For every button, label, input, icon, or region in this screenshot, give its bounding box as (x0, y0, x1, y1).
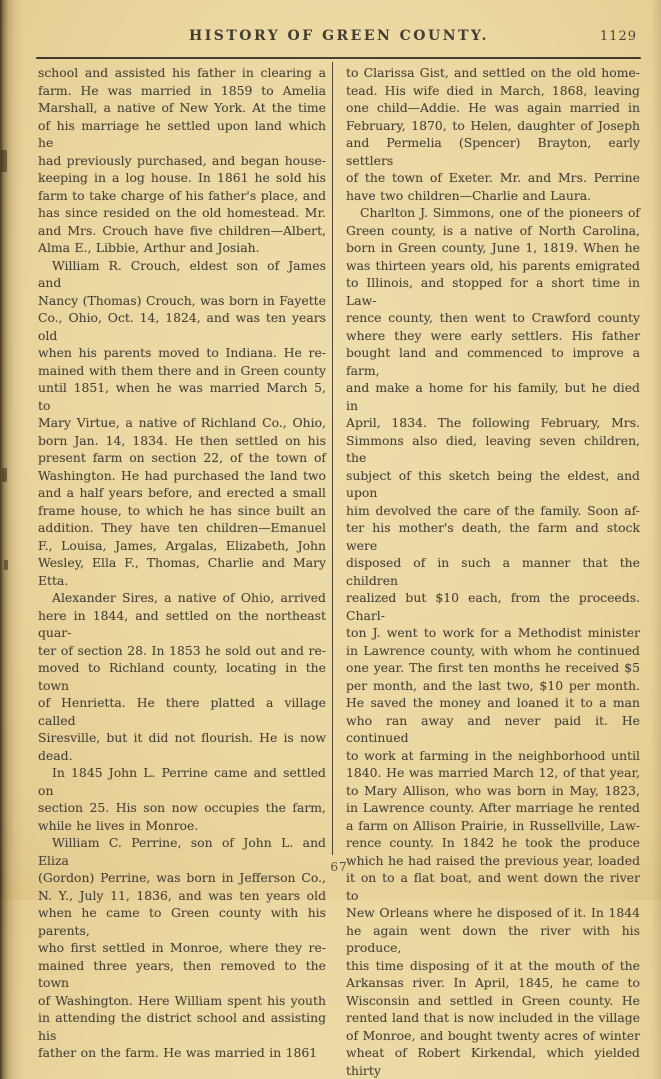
page-number: 1129 (599, 29, 637, 44)
text-line: N. Y., July 11, 1836, and was ten years old (38, 887, 326, 903)
text-line: this time disposing of it at the mouth of the (346, 957, 640, 973)
text-line: had previously purchased, and began house- (38, 152, 326, 168)
text-line: Alexander Sires, a native of Ohio, arrived (52, 590, 326, 605)
text-line: subject of this sketch being the eldest, and upon (346, 467, 640, 500)
text-line: ton J. went to work for a Methodist minister (346, 625, 640, 640)
text-line: of Henrietta. He there platted a village called (38, 695, 326, 728)
text-line: of Monroe, and bought twenty acres of winter (346, 1027, 640, 1043)
text-line: who ran away and never paid it. He continued (346, 712, 640, 745)
text-line: realized but $10 each, from the proceeds. Charl- (346, 590, 640, 623)
column-divider-rule (332, 62, 333, 855)
binding-wear-mark (1, 150, 7, 172)
text-line: Wesley, Ella F., Thomas, Charlie and Mary (38, 555, 326, 570)
text-line: born Jan. 14, 1834. He then settled on his (38, 432, 326, 448)
text-line: section 25. His son now occupies the farm, (38, 800, 326, 815)
text-line: Nancy (Thomas) Crouch, was born in Fayette (38, 292, 326, 308)
text-line: moved to Richland county, locating in the town (38, 660, 326, 693)
text-line: to Illinois, and stopped for a short time in Law- (346, 275, 640, 308)
text-line: to Mary Allison, who was born in May, 1823, (346, 782, 640, 798)
text-line: Arkansas river. In April, 1845, he came to (346, 975, 640, 990)
text-line: and Mrs. Crouch have five children—Albert, (38, 222, 326, 238)
text-line: farm. He was married in 1859 to Amelia (38, 82, 326, 98)
text-line: where they were early settlers. His father (346, 327, 640, 343)
text-line: New Orleans where he disposed of it. In 1844 (346, 905, 640, 920)
text-line: In 1845 John L. Perrine came and settled on (38, 765, 326, 798)
text-line: have two children—Charlie and Laura. (346, 187, 592, 203)
text-line: which he had raised the previous year, loaded (346, 852, 640, 868)
text-line: disposed of in such a manner that the children (346, 555, 640, 588)
text-line: rented land that is now included in the village (346, 1010, 640, 1025)
text-line: was thirteen years old, his parents emigrated (346, 257, 640, 273)
text-line: Charlton J. Simmons, one of the pioneers of (360, 205, 640, 220)
text-line: keeping in a log house. In 1861 he sold his (38, 170, 326, 185)
text-line: February, 1870, to Helen, daughter of Joseph (346, 117, 640, 133)
binding-wear-mark (4, 560, 8, 570)
text-line: of Washington. Here William spent his youth (38, 992, 326, 1008)
text-line: in Lawrence county. After marriage he rented (346, 800, 640, 815)
text-line: mained three years, then removed to the town (38, 957, 326, 990)
text-line: (Gordon) Perrine, was born in Jefferson Co., (38, 870, 326, 885)
text-line: Simmons also died, leaving seven children, the (346, 432, 640, 465)
text-line: to Clarissa Gist, and settled on the old home- (346, 65, 640, 80)
text-line: and Permelia (Spencer) Brayton, early settlers (346, 135, 640, 168)
text-line: William C. Perrine, son of John L. and Eliza (38, 835, 326, 868)
right-column (346, 64, 640, 1079)
text-line: ter his mother's death, the farm and stock were (346, 520, 640, 553)
text-line: of the town of Exeter. Mr. and Mrs. Perrine (346, 170, 640, 185)
text-line: April, 1834. The following February, Mrs. (346, 415, 640, 430)
text-line: Co., Ohio, Oct. 14, 1824, and was ten years old (38, 310, 326, 343)
text-line: and make a home for his family, but he died in (346, 380, 640, 413)
text-line: Alma E., Libbie, Arthur and Josiah. (38, 240, 260, 255)
running-head-title: HISTORY OF GREEN COUNTY. (188, 28, 489, 44)
text-line: present farm on section 22, of the town of (38, 450, 326, 465)
text-line: in Lawrence county, with whom he continued (346, 642, 640, 658)
text-line: Siresville, but it did not flourish. He is now (38, 730, 326, 745)
text-line: who first settled in Monroe, where they re- (38, 940, 326, 955)
text-line: addition. They have ten children—Emanuel (38, 520, 326, 535)
text-line: one child—Addie. He was again married in (346, 100, 640, 115)
text-line: one year. The first ten months he received $5 (346, 660, 640, 675)
binding-wear-mark (2, 468, 7, 482)
text-line: per month, and the last two, $10 per month. (346, 677, 640, 693)
text-line: Mary Virtue, a native of Richland Co., Ohio, (38, 415, 326, 430)
text-line: father on the farm. He was married in 1861 (38, 1045, 318, 1060)
text-line: a farm on Allison Prairie, in Russellville, Law- (346, 817, 640, 833)
text-line: in attending the district school and assisting his (38, 1010, 326, 1043)
footer-signature: 67 (330, 860, 348, 874)
text-line: he again went down the river with his produce, (346, 922, 640, 955)
left-column (38, 64, 326, 1062)
text-line: has since resided on the old homestead. Mr. (38, 205, 326, 220)
text-line: when his parents moved to Indiana. He re- (38, 345, 326, 360)
text-line: ter of section 28. In 1853 he sold out and re- (38, 642, 326, 658)
text-line: Etta. (38, 572, 69, 588)
text-line: Marshall, a native of New York. At the time (38, 100, 326, 115)
text-line: school and assisted his father in clearing a (38, 65, 326, 80)
text-line: when he came to Green county with his parents, (38, 905, 326, 938)
text-line: to work at farming in the neighborhood until (346, 747, 640, 763)
text-line: Washington. He had purchased the land two (38, 467, 326, 483)
text-line: mained with them there and in Green county (38, 362, 326, 378)
text-line: F., Louisa, James, Argalas, Elizabeth, John (38, 537, 326, 553)
text-line: while he lives in Monroe. (38, 817, 199, 833)
text-line: born in Green county, June 1, 1819. When he (346, 240, 640, 255)
text-line: and a half years before, and erected a small (38, 485, 326, 500)
text-line: wheat of Robert Kirkendal, which yielded thirty (346, 1045, 640, 1078)
text-line: until 1851, when he was married March 5, to (38, 380, 326, 413)
text-line: bought land and commenced to improve a farm, (346, 345, 640, 378)
text-line: 1840. He was married March 12, of that year, (346, 765, 640, 780)
text-line: here in 1844, and settled on the northeast quar- (38, 607, 326, 640)
text-line: of his marriage he settled upon land which he (38, 117, 326, 150)
text-line: Green county, is a native of North Carolina, (346, 222, 640, 238)
text-line: farm to take charge of his father's place, and (38, 187, 326, 203)
text-line: dead. (38, 747, 73, 763)
text-line: tead. His wife died in March, 1868, leaving (346, 82, 640, 98)
text-line: rence county. In 1842 he took the produce (346, 835, 640, 850)
text-line: William R. Crouch, eldest son of James and (38, 257, 326, 290)
text-line: it on to a flat boat, and went down the river to (346, 870, 640, 903)
text-line: frame house, to which he has since built an (38, 502, 326, 518)
text-line: rence county, then went to Crawford county (346, 310, 640, 325)
header-rule (36, 57, 641, 59)
text-line: Wisconsin and settled in Green county. He (346, 992, 640, 1008)
text-line: him devolved the care of the family. Soon af- (346, 502, 640, 518)
text-line: He saved the money and loaned it to a man (346, 695, 640, 710)
